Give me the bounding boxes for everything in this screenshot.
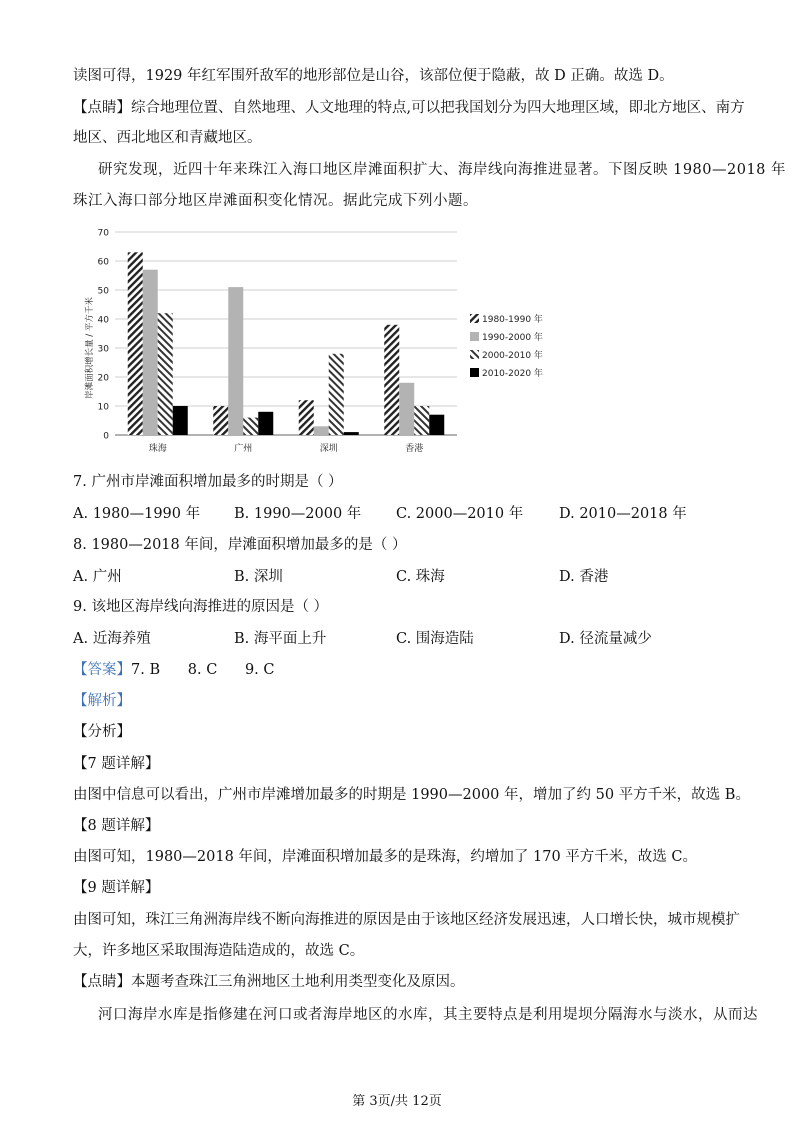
y-tick-label: 50 — [97, 286, 109, 297]
bar — [158, 313, 173, 435]
x-tick-label: 香港 — [405, 444, 424, 454]
bar — [228, 287, 243, 435]
legend-swatch — [470, 314, 479, 323]
comment-line — [73, 98, 745, 118]
x-tick-label: 珠海 — [148, 444, 167, 454]
bar — [128, 252, 143, 435]
bar — [384, 325, 399, 435]
x-tick-label: 广州 — [234, 444, 253, 454]
y-tick-labels — [98, 229, 110, 442]
fenxi-tag: 【分析】 — [73, 724, 131, 740]
comment-2-line — [73, 972, 465, 992]
legend-label: 1990-2000 年 — [482, 333, 543, 343]
bar — [173, 406, 188, 435]
x-tick-labels — [149, 442, 424, 454]
bar — [258, 412, 273, 435]
q9-stem: 9. 该地区海岸线向海推进的原因是（ ） — [73, 599, 329, 615]
page-footer: 第 3页/共 12页 — [352, 1094, 442, 1109]
bar — [414, 406, 429, 435]
legend-swatch — [470, 332, 479, 341]
y-tick-label: 30 — [97, 344, 109, 355]
detail-7-text: 由图中信息可以看出，广州市岸滩增加最多的时期是 1990—2000 年，增加了约 50 平方千米，故选 B。 — [73, 787, 750, 803]
detail-9-line-2: 大，许多地区采取围海造陆造成的，故选 C。 — [73, 943, 365, 959]
chart-legend — [470, 313, 543, 379]
q8-option-d: D. 香港 — [559, 569, 609, 585]
q8-stem: 8. 1980—2018 年间，岸滩面积增加最多的是（ ） — [73, 537, 407, 553]
bar — [143, 270, 158, 435]
passage-line-2: 珠江入海口部分地区岸滩面积变化情况。据此完成下列小题。 — [73, 193, 478, 209]
q8-option-a: A. 广州 — [73, 569, 122, 585]
q7-option-a: A. 1980—1990 年 — [73, 506, 201, 522]
bar — [399, 383, 414, 435]
legend-label: 2010-2020 年 — [482, 369, 543, 379]
y-axis-label: 岸滩面积增长量 / 平方千米 — [85, 297, 95, 399]
analysis-tag: 【解析】 — [73, 693, 131, 709]
bar — [429, 415, 444, 435]
y-tick-label: 40 — [97, 315, 109, 326]
q9-option-a: A. 近海养殖 — [73, 631, 151, 647]
next-passage-line: 河口海岸水库是指修建在河口或者海岸地区的水库，其主要特点是利用堤坝分隔海水与淡水，从而达 — [98, 1007, 758, 1023]
detail-8-text: 由图可知，1980—2018 年间，岸滩面积增加最多的是珠海，约增加了 170 平方千米，故选 C。 — [73, 849, 698, 865]
comment-tag: 【点睛】 — [73, 100, 131, 116]
intro-line-3: 地区、西北地区和青藏地区。 — [73, 130, 262, 146]
y-tick-label: 20 — [97, 373, 109, 384]
q9-option-c: C. 围海造陆 — [396, 631, 474, 647]
bar — [243, 418, 258, 435]
answer-text: 7. B 8. C 9. C — [131, 662, 275, 678]
chart-bars — [128, 252, 445, 435]
q7-option-b: B. 1990—2000 年 — [234, 506, 362, 522]
q7-option-c: C. 2000—2010 年 — [396, 506, 524, 522]
bar — [329, 354, 344, 435]
legend-swatch — [470, 368, 479, 377]
comment-2-tag: 【点睛】 — [73, 974, 131, 990]
detail-9-line-1: 由图可知，珠江三角洲海岸线不断向海推进的原因是由于该地区经济发展迅速，人口增长快，城市规模扩 — [73, 912, 740, 928]
y-tick-label: 0 — [103, 431, 109, 442]
legend-swatch — [470, 350, 479, 359]
q8-option-b: B. 深圳 — [234, 569, 283, 585]
y-tick-label: 70 — [97, 228, 109, 239]
legend-label: 2000-2010 年 — [482, 351, 543, 361]
detail-9-tag: 【9 题详解】 — [73, 880, 160, 896]
comment-2-text: 本题考查珠江三角洲地区土地利用类型变化及原因。 — [131, 974, 465, 990]
bar — [314, 426, 329, 435]
q7-stem: 7. 广州市岸滩面积增加最多的时期是（ ） — [73, 474, 343, 490]
detail-7-tag: 【7 题详解】 — [73, 756, 160, 772]
bar — [344, 432, 359, 435]
passage-line-1: 研究发现，近四十年来珠江入海口地区岸滩面积扩大、海岸线向海推进显著。下图反映 1980—2018 年 — [98, 162, 787, 178]
answer-line — [73, 660, 275, 680]
detail-8-tag: 【8 题详解】 — [73, 818, 160, 834]
q8-option-c: C. 珠海 — [396, 569, 445, 585]
bar — [213, 406, 228, 435]
answer-tag: 【答案】 — [73, 662, 131, 678]
q9-option-d: D. 径流量减少 — [559, 631, 652, 647]
y-tick-label: 10 — [97, 402, 109, 413]
intro-line-1: 读图可得，1929 年红军围歼敌军的地形部位是山谷，该部位便于隐蔽，故 D 正确。故选 D。 — [73, 68, 674, 84]
x-tick-label: 深圳 — [319, 444, 338, 454]
comment-text: 综合地理位置、自然地理、人文地理的特点,可以把我国划分为四大地理区域，即北方地区、南方 — [131, 100, 745, 116]
bar — [299, 400, 314, 435]
q9-option-b: B. 海平面上升 — [234, 631, 327, 647]
y-tick-label: 60 — [97, 257, 109, 268]
legend-label: 1980-1990 年 — [482, 315, 543, 325]
bar-chart — [73, 222, 553, 462]
q7-option-d: D. 2010—2018 年 — [559, 506, 687, 522]
